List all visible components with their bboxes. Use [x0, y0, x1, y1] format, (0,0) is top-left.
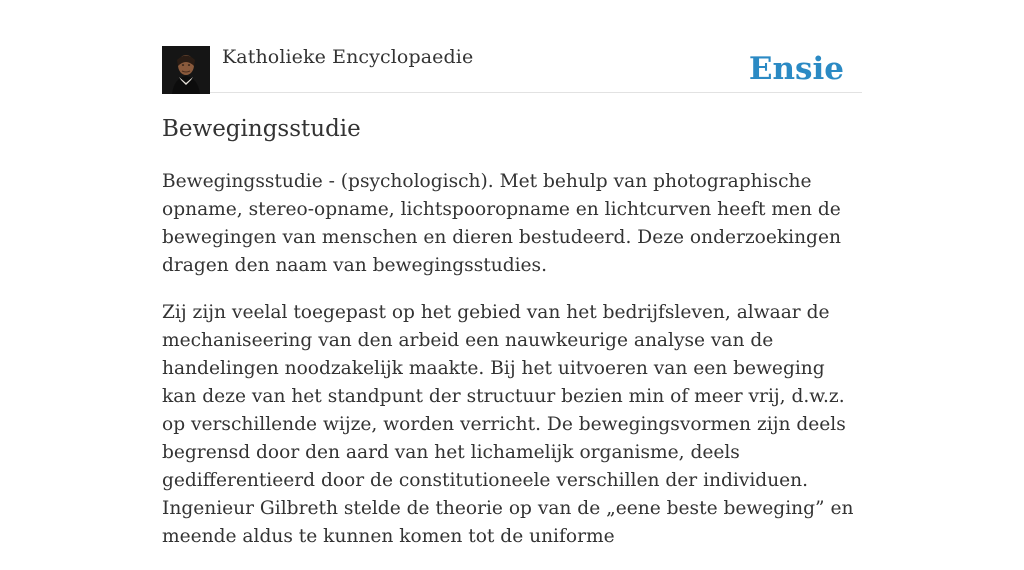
encyclopedia-name[interactable]: Katholieke Encyclopaedie: [222, 46, 474, 68]
article-paragraph: Bewegingsstudie - (psychologisch). Met behulp van photographische opname, stereo-opname, lichtspooropname en lichtcurven heeft men de bewegingen van menschen en dieren bestudeerd. Deze onderzoekingen dragen den naam van bewegingsstudies.: [162, 171, 841, 276]
portrait-icon: [162, 46, 210, 94]
ensie-logo[interactable]: Ensie: [748, 51, 844, 87]
encyclopedia-avatar[interactable]: [162, 46, 210, 94]
page-title: Bewegingsstudie: [162, 116, 361, 142]
header: [162, 44, 862, 93]
article-body: [162, 168, 862, 570]
article-paragraph: Zij zijn veelal toegepast op het gebied van het bedrijfsleven, alwaar de mechaniseering van den arbeid een nauwkeurige analyse van de handelingen noodzakelijk maakte. Bij het uitvoeren van een beweging kan deze van het standpunt der structuur bezien min of meer vrij, d.w.z. op verschillende wijze, worden verricht. De bewegingsvormen zijn deels begrensd door den aard van het lichamelijk organisme, deels gedifferentieerd door de constitutioneele verschillen der individuen. Ingenieur Gilbreth stelde de theorie op van de „eene beste beweging” en meende aldus te kunnen komen tot de uniforme: [162, 302, 854, 547]
